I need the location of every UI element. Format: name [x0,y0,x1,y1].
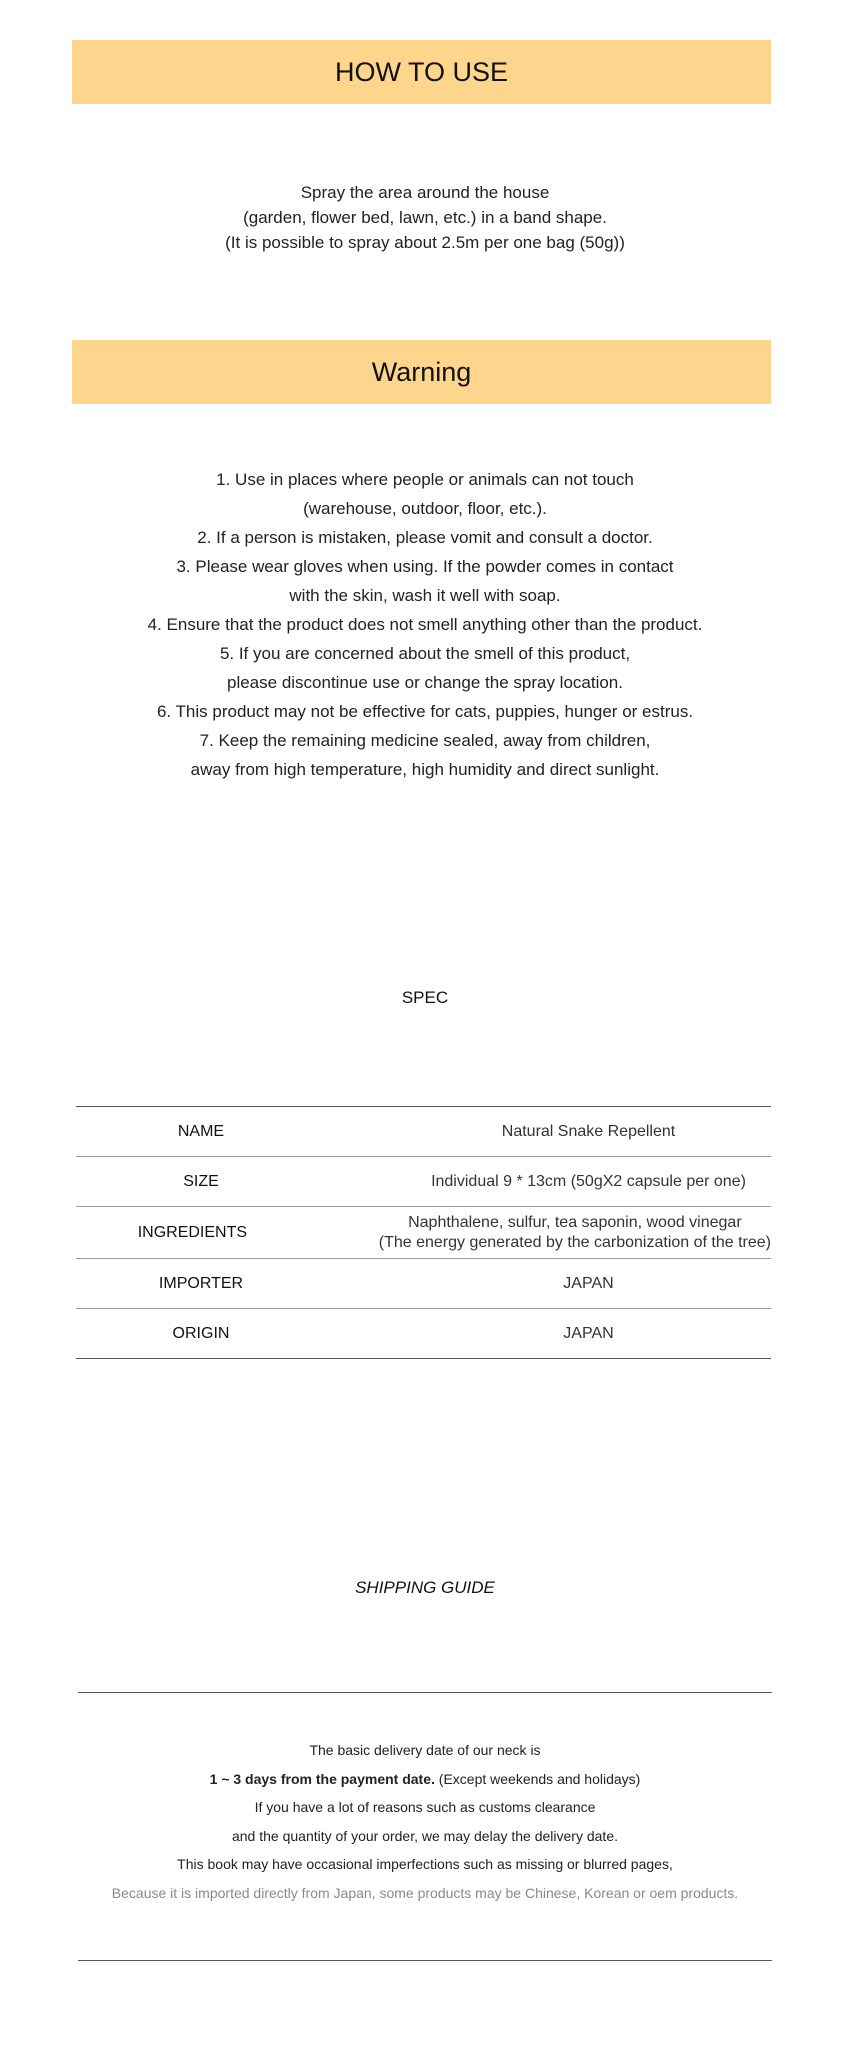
shipping-line [0,1765,850,1794]
spec-row-ingredients [76,1207,771,1259]
spec-value-text: Individual 9 * 13cm (50gX2 capsule per one) [431,1172,746,1190]
how-to-use-line: Spray the area around the house [300,183,550,202]
shipping-period-bold: 1 ~ 3 days from the payment date. [209,1770,435,1787]
spec-key: ORIGIN [172,1324,230,1342]
how-to-use-text [0,180,850,255]
spec-value [406,1324,771,1344]
spec-row-origin [76,1309,771,1359]
spec-key: SIZE [183,1172,219,1190]
spec-value-text-2: (The energy generated by the carbonization of the tree) [378,1233,771,1251]
spec-value [406,1274,771,1294]
warning-line: 7. Keep the remaining medicine sealed, away from children, [199,731,651,750]
spec-title: SPEC [401,988,449,1007]
shipping-period-note: (Except weekends and holidays) [434,1770,641,1787]
spec-row-size [76,1157,771,1207]
spec-key: IMPORTER [158,1274,244,1292]
warning-text [0,465,850,784]
warning-line: 5. If you are concerned about the smell of this product, [219,644,631,663]
shipping-line: This book may have occasional imperfections such as missing or blurred pages, [177,1856,673,1872]
how-to-use-line: (garden, flower bed, lawn, etc.) in a band shape. [243,208,607,227]
spec-value [379,1213,771,1253]
warning-line: 3. Please wear gloves when using. If the powder comes in contact [176,557,674,576]
spec-value-text: Natural Snake Repellent [501,1122,676,1140]
shipping-guide-title: SHIPPING GUIDE [355,1578,495,1597]
warning-line: with the skin, wash it well with soap. [289,586,561,605]
spec-key: INGREDIENTS [137,1223,248,1241]
warning-line: (warehouse, outdoor, floor, etc.). [303,499,547,518]
spec-value [406,1172,771,1192]
spec-value-text: JAPAN [563,1274,614,1292]
how-to-use-line: (It is possible to spray about 2.5m per one bag (50g)) [225,233,625,252]
shipping-guide-text [0,1736,850,1907]
warning-line: please discontinue use or change the spray location. [227,673,623,692]
warning-title: Warning [371,356,472,387]
spec-value-text: JAPAN [563,1324,614,1342]
spec-row-name [76,1107,771,1157]
warning-line: 6. This product may not be effective for cats, puppies, hunger or estrus. [156,702,694,721]
spec-row-importer [76,1259,771,1309]
warning-banner [72,340,771,404]
shipping-line-muted: Because it is imported directly from Japan, some products may be Chinese, Korean or oem products. [111,1884,739,1901]
spec-value [406,1122,771,1142]
warning-line: 4. Ensure that the product does not smell anything other than the product. [147,615,703,634]
warning-line: 1. Use in places where people or animals can not touch [216,470,634,489]
spec-key: NAME [177,1122,225,1140]
spec-value-text: Naphthalene, sulfur, tea saponin, wood vinegar [408,1213,742,1231]
shipping-divider-top [78,1692,772,1693]
shipping-divider-bottom [78,1960,772,1961]
shipping-line: If you have a lot of reasons such as customs clearance [254,1799,596,1815]
how-to-use-banner [72,40,771,104]
how-to-use-title: HOW TO USE [334,56,509,87]
spec-table [76,1106,771,1359]
warning-line: away from high temperature, high humidity and direct sunlight. [190,760,660,779]
shipping-line: The basic delivery date of our neck is [309,1742,541,1758]
warning-line: 2. If a person is mistaken, please vomit and consult a doctor. [197,528,653,547]
shipping-line: and the quantity of your order, we may delay the delivery date. [231,1827,618,1844]
